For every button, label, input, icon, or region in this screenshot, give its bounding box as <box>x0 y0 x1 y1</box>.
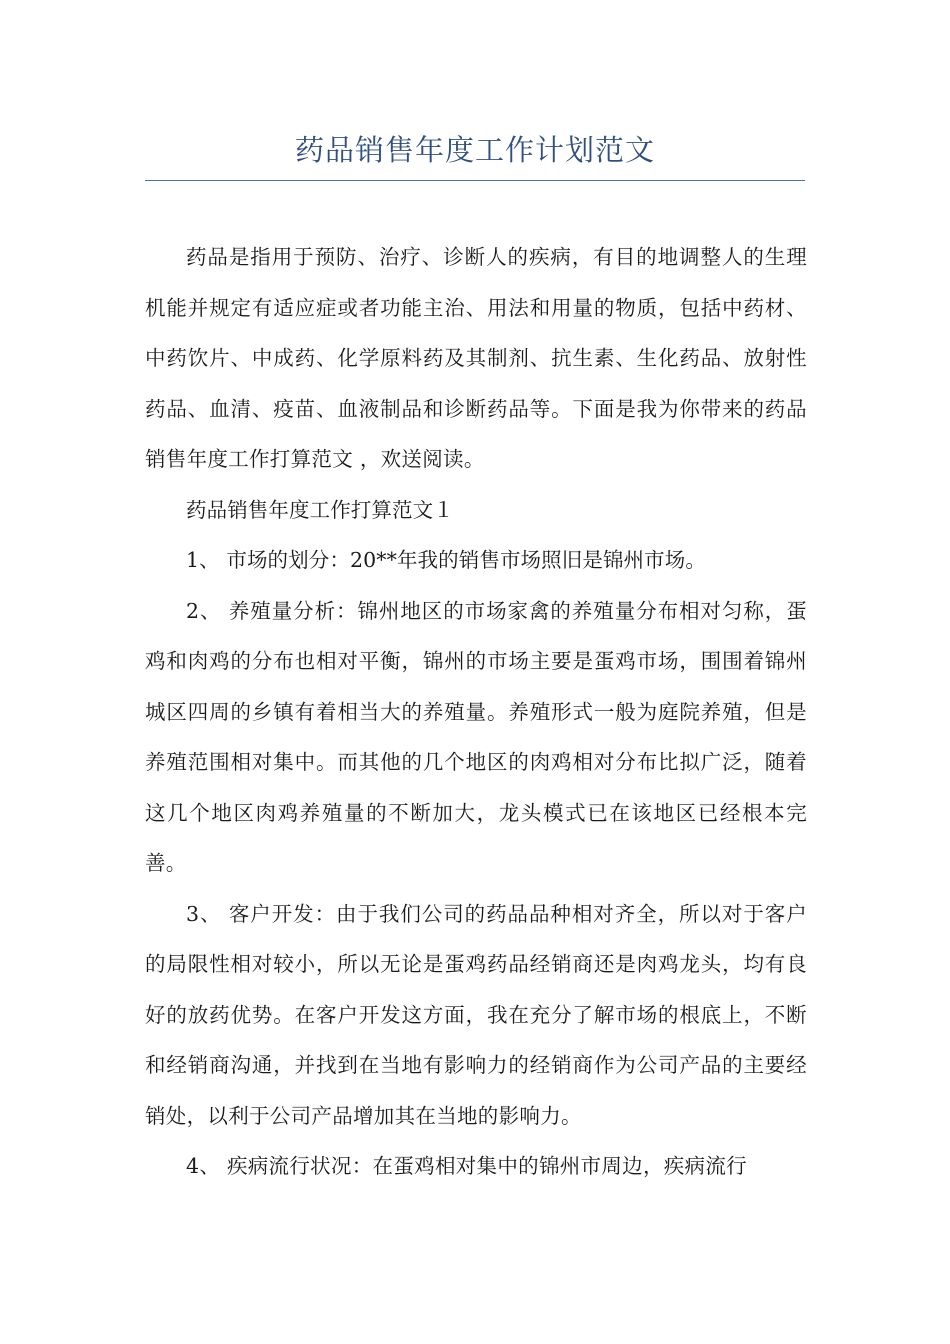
document-body <box>145 232 807 1192</box>
title-underline <box>145 180 805 181</box>
document-title: 药品销售年度工作计划范文 <box>294 133 655 167</box>
item-2-paragraph: 2、 养殖量分析：锦州地区的市场家禽的养殖量分布相对匀称，蛋鸡和肉鸡的分布也相对平衡，锦州的市场主要是蛋鸡市场，围围着锦州城区四周的乡镇有着相当大的养殖量。养殖形式一般为庭院养殖，但是养殖范围相对集中。而其他的几个地区的肉鸡相对分布比拟广泛，随着这几个地区肉鸡养殖量的不断加大，龙头模式已在该地区已经根本完善。 <box>145 598 807 875</box>
intro-paragraph: 药品是指用于预防、治疗、诊断人的疾病，有目的地调整人的生理机能并规定有适应症或者功能主治、用法和用量的物质，包括中药材、中药饮片、中成药、化学原料药及其制剂、抗生素、生化药品、放射性药品、血清、疫苗、血液制品和诊断药品等。下面是我为你带来的药品销售年度工作打算范文 ，欢送阅读。 <box>145 245 807 471</box>
item-4-paragraph: 4、 疾病流行状况：在蛋鸡相对集中的锦州市周边，疾病流行 <box>186 1154 747 1178</box>
item-1-paragraph: 1、 市场的划分：20**年我的销售市场照旧是锦州市场。 <box>186 548 706 572</box>
item-3-paragraph: 3、 客户开发：由于我们公司的药品品种相对齐全，所以对于客户的局限性相对较小，所以无论是蛋鸡药品经销商还是肉鸡龙头，均有良好的放药优势。在客户开发这方面，我在充分了解市场的根底上，不断和经销商沟通，并找到在当地有影响力的经销商作为公司产品的主要经销处，以利于公司产品增加其在当地的影响力。 <box>145 901 807 1128</box>
section-heading: 药品销售年度工作打算范文１ <box>186 497 454 522</box>
